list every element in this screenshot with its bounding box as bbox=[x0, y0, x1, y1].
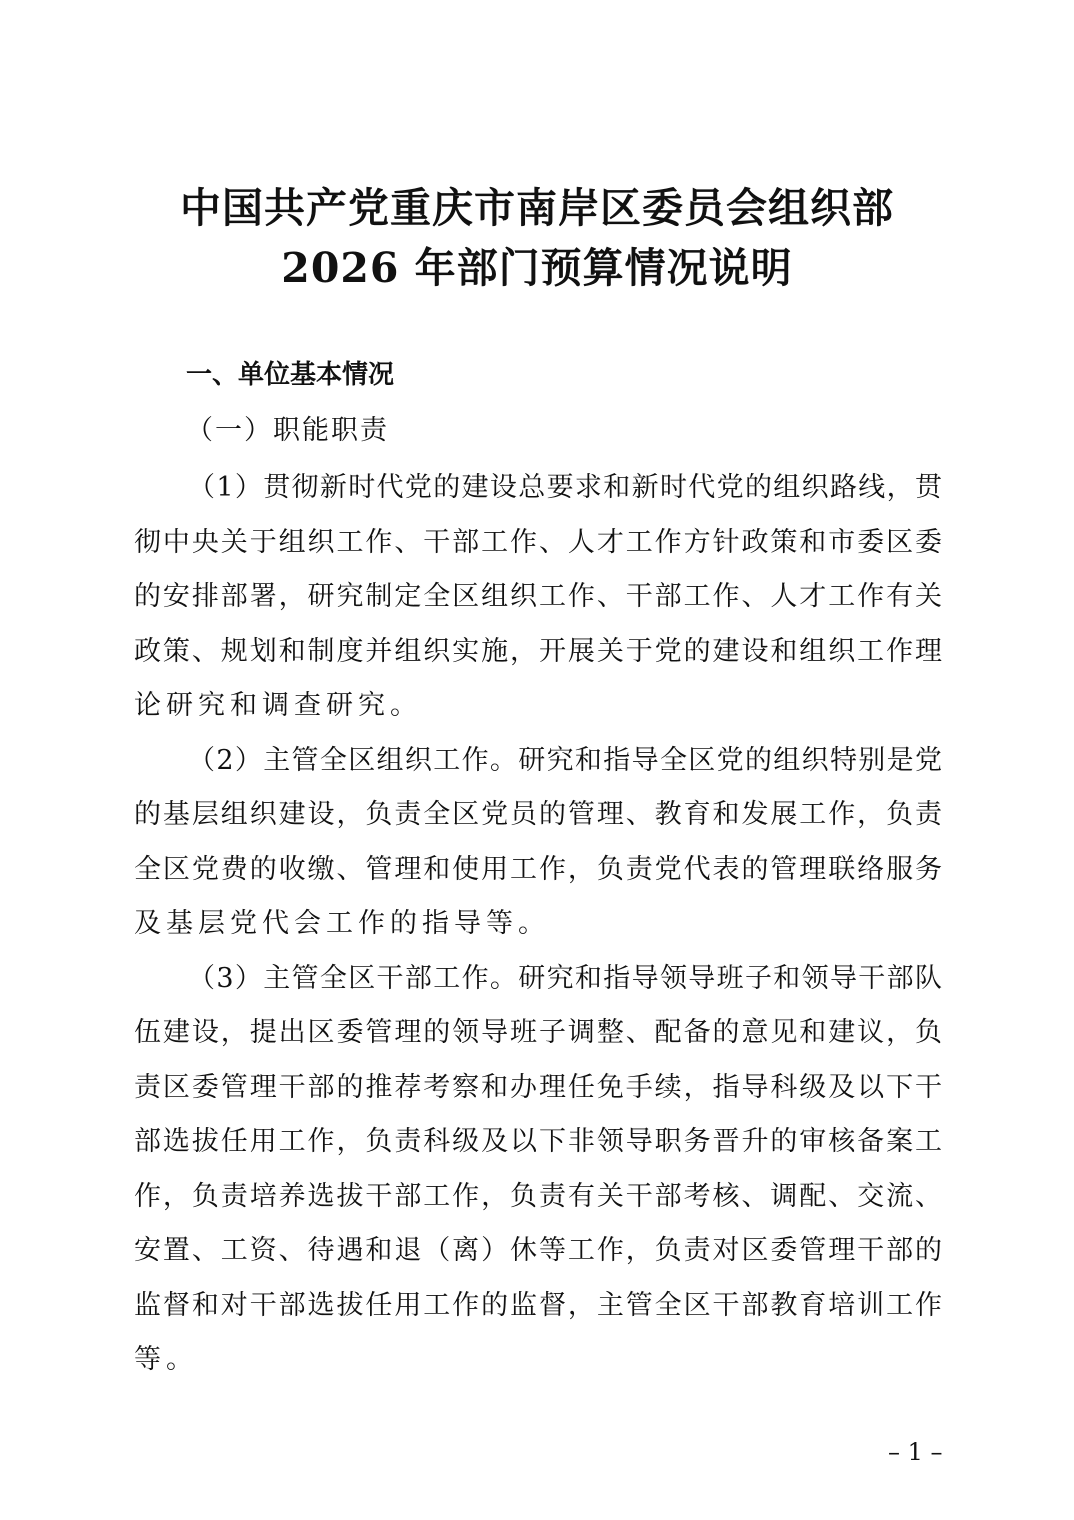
title-line-2: 2026 年部门预算情况说明 bbox=[281, 244, 793, 292]
paragraph-line: 责区委管理干部的推荐考察和办理任免手续，指导科级及以下干 bbox=[134, 1071, 942, 1103]
paragraph-line: （3）主管全区干部工作。研究和指导领导班子和领导干部队 bbox=[188, 962, 942, 994]
document-title bbox=[0, 178, 1074, 298]
paragraph-line: 部选拔任用工作，负责科级及以下非领导职务晋升的审核备案工 bbox=[134, 1126, 942, 1157]
paragraph-line: 作，负责培养选拔干部工作，负责有关干部考核、调配、交流、 bbox=[134, 1180, 942, 1212]
paragraph-line: （2）主管全区组织工作。研究和指导全区党的组织特别是党 bbox=[188, 744, 942, 776]
page-number: – 1 – bbox=[888, 1438, 943, 1466]
section-heading: 一、单位基本情况 bbox=[186, 360, 395, 390]
subsection-heading: （一）职能职责 bbox=[186, 415, 389, 446]
paragraph-line: 等。 bbox=[134, 1344, 198, 1375]
paragraph-line: 伍建设，提出区委管理的领导班子调整、配备的意见和建议，负 bbox=[134, 1017, 942, 1048]
title-line-1: 中国共产党重庆市南岸区委员会组织部 bbox=[180, 184, 894, 232]
paragraph-3 bbox=[134, 952, 942, 1388]
paragraph-line: 的基层组织建设，负责全区党员的管理、教育和发展工作，负责 bbox=[134, 799, 942, 830]
paragraph-line: 全区党费的收缴、管理和使用工作，负责党代表的管理联络服务 bbox=[134, 853, 942, 885]
paragraph-line: （1）贯彻新时代党的建设总要求和新时代党的组织路线，贯 bbox=[188, 472, 942, 503]
body-text bbox=[134, 461, 942, 1388]
paragraph-line: 的安排部署，研究制定全区组织工作、干部工作、人才工作有关 bbox=[134, 581, 942, 612]
paragraph-line: 及基层党代会工作的指导等。 bbox=[134, 908, 550, 939]
paragraph-line: 监督和对干部选拔任用工作的监督，主管全区干部教育培训工作 bbox=[134, 1289, 942, 1321]
paragraph-line: 安置、工资、待遇和退（离）休等工作，负责对区委管理干部的 bbox=[134, 1235, 942, 1266]
paragraph-line: 彻中央关于组织工作、干部工作、人才工作方针政策和市委区委 bbox=[134, 526, 942, 558]
paragraph-line: 政策、规划和制度并组织实施，开展关于党的建设和组织工作理 bbox=[134, 635, 942, 667]
paragraph-2 bbox=[134, 734, 942, 952]
paragraph-line: 论研究和调查研究。 bbox=[134, 690, 422, 721]
paragraph-1 bbox=[134, 461, 942, 734]
